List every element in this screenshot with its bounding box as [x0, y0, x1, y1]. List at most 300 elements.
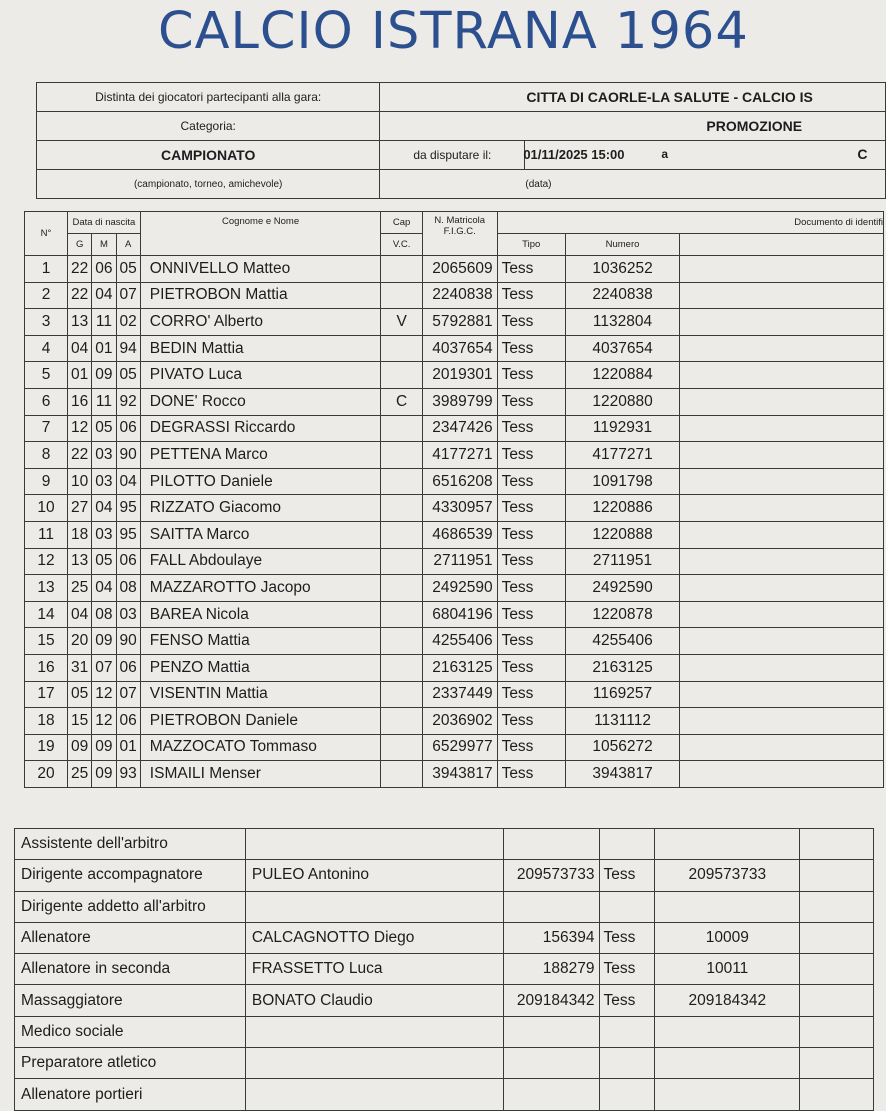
- matricola: 6804196: [422, 601, 497, 628]
- extra-cell: [680, 734, 884, 761]
- birth-day: 01: [68, 362, 92, 389]
- player-name: ISMAILI Menser: [140, 761, 381, 788]
- extra-cell: [680, 575, 884, 602]
- birth-day: 12: [68, 415, 92, 442]
- player-name: BAREA Nicola: [140, 601, 381, 628]
- captain-mark: [381, 335, 422, 362]
- competition-hint: (campionato, torneo, amichevole): [37, 170, 380, 199]
- players-table: [24, 211, 884, 788]
- birth-year: 06: [116, 654, 140, 681]
- birth-year: 02: [116, 309, 140, 336]
- captain-mark: [381, 628, 422, 655]
- distinta-label: Distinta dei giocatori partecipanti alla gara:: [37, 83, 380, 112]
- birth-month: 03: [92, 521, 116, 548]
- player-number: 13: [25, 575, 68, 602]
- extra-cell: [680, 548, 884, 575]
- col-matricola: [422, 212, 497, 256]
- birth-month: 09: [92, 734, 116, 761]
- staff-name: FRASSETTO Luca: [245, 954, 503, 985]
- staff-doc-type: [599, 1048, 655, 1079]
- player-name: PETTENA Marco: [140, 442, 381, 469]
- matricola: 2036902: [422, 708, 497, 735]
- staff-name: [245, 829, 503, 860]
- birth-day: 13: [68, 548, 92, 575]
- staff-row: [15, 829, 874, 860]
- doc-number: 2163125: [565, 654, 679, 681]
- doc-type: Tess: [497, 468, 565, 495]
- a-label: a: [661, 147, 668, 161]
- captain-mark: [381, 521, 422, 548]
- match-name: CITTA DI CAORLE-LA SALUTE - CALCIO IS: [380, 83, 886, 112]
- matricola: 6516208: [422, 468, 497, 495]
- col-m: M: [92, 234, 116, 256]
- doc-type: Tess: [497, 495, 565, 522]
- player-name: RIZZATO Giacomo: [140, 495, 381, 522]
- birth-day: 04: [68, 335, 92, 362]
- doc-type: Tess: [497, 601, 565, 628]
- edge-char: C: [857, 146, 868, 162]
- staff-row: [15, 954, 874, 985]
- player-number: 9: [25, 468, 68, 495]
- col-g: G: [68, 234, 92, 256]
- captain-mark: [381, 442, 422, 469]
- table-row: [25, 708, 884, 735]
- staff-row: [15, 891, 874, 922]
- birth-day: 25: [68, 575, 92, 602]
- birth-month: 08: [92, 601, 116, 628]
- extra-cell: [680, 495, 884, 522]
- captain-mark: [381, 548, 422, 575]
- birth-year: 03: [116, 601, 140, 628]
- birth-year: 06: [116, 415, 140, 442]
- birth-day: 22: [68, 282, 92, 309]
- birth-month: 09: [92, 761, 116, 788]
- birth-month: 04: [92, 575, 116, 602]
- player-number: 20: [25, 761, 68, 788]
- col-documento: Documento di identifi: [497, 212, 883, 234]
- staff-extra-cell: [800, 1048, 874, 1079]
- player-number: 18: [25, 708, 68, 735]
- staff-role: Allenatore in seconda: [15, 954, 246, 985]
- doc-number: 1220880: [565, 388, 679, 415]
- table-row: [25, 388, 884, 415]
- table-row: [25, 761, 884, 788]
- page-title: CALCIO ISTRANA 1964: [158, 2, 749, 61]
- player-number: 6: [25, 388, 68, 415]
- doc-number: 1036252: [565, 256, 679, 283]
- birth-month: 04: [92, 495, 116, 522]
- birth-day: 27: [68, 495, 92, 522]
- captain-mark: [381, 256, 422, 283]
- captain-mark: [381, 761, 422, 788]
- categoria-value: PROMOZIONE: [380, 112, 886, 141]
- staff-name: [245, 891, 503, 922]
- birth-year: 04: [116, 468, 140, 495]
- extra-cell: [680, 681, 884, 708]
- birth-year: 06: [116, 548, 140, 575]
- birth-year: 06: [116, 708, 140, 735]
- birth-year: 92: [116, 388, 140, 415]
- captain-mark: [381, 601, 422, 628]
- matricola: 4177271: [422, 442, 497, 469]
- matricola: 2492590: [422, 575, 497, 602]
- doc-type: Tess: [497, 761, 565, 788]
- staff-doc-type: Tess: [599, 985, 655, 1016]
- doc-number: 1131112: [565, 708, 679, 735]
- birth-month: 04: [92, 282, 116, 309]
- birth-year: 94: [116, 335, 140, 362]
- staff-matricola: [503, 1048, 599, 1079]
- player-name: FENSO Mattia: [140, 628, 381, 655]
- extra-cell: [680, 282, 884, 309]
- matricola: 3989799: [422, 388, 497, 415]
- birth-month: 11: [92, 309, 116, 336]
- col-birth: Data di nascita: [68, 212, 141, 234]
- doc-type: Tess: [497, 548, 565, 575]
- matricola: 2240838: [422, 282, 497, 309]
- doc-number: 2711951: [565, 548, 679, 575]
- birth-day: 25: [68, 761, 92, 788]
- staff-doc-type: [599, 829, 655, 860]
- birth-month: 03: [92, 468, 116, 495]
- birth-month: 12: [92, 708, 116, 735]
- col-cap: Cap: [381, 212, 422, 234]
- col-extra: [680, 234, 884, 256]
- captain-mark: [381, 282, 422, 309]
- staff-doc-number: [655, 829, 800, 860]
- staff-extra-cell: [800, 1079, 874, 1110]
- col-a: A: [116, 234, 140, 256]
- col-numero: Numero: [565, 234, 679, 256]
- extra-cell: [680, 442, 884, 469]
- player-number: 19: [25, 734, 68, 761]
- birth-day: 04: [68, 601, 92, 628]
- doc-type: Tess: [497, 335, 565, 362]
- matricola: 2337449: [422, 681, 497, 708]
- birth-day: 18: [68, 521, 92, 548]
- staff-doc-number: 209573733: [655, 860, 800, 891]
- doc-type: Tess: [497, 282, 565, 309]
- captain-mark: [381, 681, 422, 708]
- col-matricola-2: F.I.G.C.: [443, 226, 476, 237]
- staff-row: [15, 985, 874, 1016]
- player-name: BEDIN Mattia: [140, 335, 381, 362]
- staff-matricola: 209184342: [503, 985, 599, 1016]
- matricola: 2347426: [422, 415, 497, 442]
- player-name: MAZZAROTTO Jacopo: [140, 575, 381, 602]
- birth-month: 05: [92, 548, 116, 575]
- birth-day: 16: [68, 388, 92, 415]
- table-row: [25, 681, 884, 708]
- staff-extra-cell: [800, 954, 874, 985]
- birth-day: 13: [68, 309, 92, 336]
- matricola: 2065609: [422, 256, 497, 283]
- player-name: VISENTIN Mattia: [140, 681, 381, 708]
- captain-mark: V: [381, 309, 422, 336]
- extra-cell: [680, 335, 884, 362]
- birth-month: 11: [92, 388, 116, 415]
- table-row: [25, 734, 884, 761]
- table-row: [25, 575, 884, 602]
- staff-role: Allenatore portieri: [15, 1079, 246, 1110]
- birth-year: 90: [116, 442, 140, 469]
- doc-type: Tess: [497, 681, 565, 708]
- matricola: 6529977: [422, 734, 497, 761]
- staff-role: Preparatore atletico: [15, 1048, 246, 1079]
- doc-number: 4177271: [565, 442, 679, 469]
- table-row: [25, 309, 884, 336]
- doc-type: Tess: [497, 388, 565, 415]
- birth-year: 08: [116, 575, 140, 602]
- birth-day: 05: [68, 681, 92, 708]
- player-name: MAZZOCATO Tommaso: [140, 734, 381, 761]
- staff-doc-number: [655, 1079, 800, 1110]
- player-number: 5: [25, 362, 68, 389]
- staff-matricola: [503, 891, 599, 922]
- staff-matricola: [503, 1079, 599, 1110]
- player-name: PIVATO Luca: [140, 362, 381, 389]
- extra-cell: [680, 468, 884, 495]
- birth-year: 05: [116, 256, 140, 283]
- birth-month: 07: [92, 654, 116, 681]
- extra-cell: [680, 761, 884, 788]
- player-number: 14: [25, 601, 68, 628]
- staff-doc-number: [655, 1016, 800, 1047]
- staff-doc-type: Tess: [599, 954, 655, 985]
- staff-name: PULEO Antonino: [245, 860, 503, 891]
- birth-day: 10: [68, 468, 92, 495]
- player-name: PILOTTO Daniele: [140, 468, 381, 495]
- staff-row: [15, 1079, 874, 1110]
- doc-number: 1192931: [565, 415, 679, 442]
- birth-year: 07: [116, 681, 140, 708]
- birth-month: 05: [92, 415, 116, 442]
- matricola: 2711951: [422, 548, 497, 575]
- table-row: [25, 282, 884, 309]
- staff-row: [15, 1016, 874, 1047]
- captain-mark: [381, 468, 422, 495]
- extra-cell: [680, 708, 884, 735]
- staff-doc-type: [599, 1016, 655, 1047]
- staff-row: [15, 922, 874, 953]
- player-name: DONE' Rocco: [140, 388, 381, 415]
- doc-number: 2492590: [565, 575, 679, 602]
- doc-number: 2240838: [565, 282, 679, 309]
- matricola: 4037654: [422, 335, 497, 362]
- extra-cell: [680, 362, 884, 389]
- player-name: PIETROBON Mattia: [140, 282, 381, 309]
- birth-year: 95: [116, 495, 140, 522]
- staff-extra-cell: [800, 922, 874, 953]
- player-number: 17: [25, 681, 68, 708]
- birth-day: 22: [68, 442, 92, 469]
- doc-number: 1056272: [565, 734, 679, 761]
- birth-day: 09: [68, 734, 92, 761]
- staff-extra-cell: [800, 1016, 874, 1047]
- staff-extra-cell: [800, 829, 874, 860]
- doc-number: 1091798: [565, 468, 679, 495]
- staff-role: Dirigente addetto all'arbitro: [15, 891, 246, 922]
- doc-number: 1220886: [565, 495, 679, 522]
- birth-day: 22: [68, 256, 92, 283]
- match-header: [36, 82, 886, 199]
- doc-number: 1220878: [565, 601, 679, 628]
- categoria-label: Categoria:: [37, 112, 380, 141]
- col-tipo: Tipo: [497, 234, 565, 256]
- player-number: 3: [25, 309, 68, 336]
- staff-doc-number: 10011: [655, 954, 800, 985]
- player-name: FALL Abdoulaye: [140, 548, 381, 575]
- birth-month: 09: [92, 628, 116, 655]
- birth-day: 20: [68, 628, 92, 655]
- birth-month: 03: [92, 442, 116, 469]
- doc-number: 3943817: [565, 761, 679, 788]
- doc-type: Tess: [497, 362, 565, 389]
- matricola: 4330957: [422, 495, 497, 522]
- captain-mark: [381, 362, 422, 389]
- extra-cell: [680, 628, 884, 655]
- birth-month: 06: [92, 256, 116, 283]
- table-row: [25, 442, 884, 469]
- staff-name: [245, 1079, 503, 1110]
- player-number: 2: [25, 282, 68, 309]
- doc-number: 1169257: [565, 681, 679, 708]
- match-datetime: 01/11/2025 15:00: [523, 147, 625, 162]
- staff-table: [14, 828, 874, 1111]
- table-row: [25, 654, 884, 681]
- staff-doc-number: [655, 1048, 800, 1079]
- player-number: 11: [25, 521, 68, 548]
- staff-name: [245, 1048, 503, 1079]
- staff-matricola: 156394: [503, 922, 599, 953]
- staff-matricola: 188279: [503, 954, 599, 985]
- staff-doc-type: Tess: [599, 922, 655, 953]
- matricola: 2163125: [422, 654, 497, 681]
- birth-day: 15: [68, 708, 92, 735]
- birth-year: 01: [116, 734, 140, 761]
- col-vc: V.C.: [381, 234, 422, 256]
- staff-matricola: 209573733: [503, 860, 599, 891]
- staff-name: CALCAGNOTTO Diego: [245, 922, 503, 953]
- doc-type: Tess: [497, 442, 565, 469]
- col-matricola-1: N. Matricola: [434, 215, 486, 226]
- col-name: Cognome e Nome: [140, 212, 381, 256]
- doc-type: Tess: [497, 628, 565, 655]
- birth-year: 05: [116, 362, 140, 389]
- date-hint: (data): [380, 170, 886, 199]
- staff-role: Massaggiatore: [15, 985, 246, 1016]
- birth-year: 93: [116, 761, 140, 788]
- staff-role: Dirigente accompagnatore: [15, 860, 246, 891]
- table-row: [25, 256, 884, 283]
- table-row: [25, 628, 884, 655]
- doc-type: Tess: [497, 256, 565, 283]
- doc-type: Tess: [497, 654, 565, 681]
- doc-type: Tess: [497, 708, 565, 735]
- staff-matricola: [503, 1016, 599, 1047]
- birth-month: 01: [92, 335, 116, 362]
- extra-cell: [680, 654, 884, 681]
- staff-doc-number: 209184342: [655, 985, 800, 1016]
- staff-extra-cell: [800, 860, 874, 891]
- birth-day: 31: [68, 654, 92, 681]
- birth-year: 07: [116, 282, 140, 309]
- doc-type: Tess: [497, 734, 565, 761]
- table-row: [25, 495, 884, 522]
- player-number: 12: [25, 548, 68, 575]
- staff-row: [15, 860, 874, 891]
- table-row: [25, 521, 884, 548]
- extra-cell: [680, 521, 884, 548]
- table-row: [25, 548, 884, 575]
- extra-cell: [680, 601, 884, 628]
- staff-role: Allenatore: [15, 922, 246, 953]
- player-name: ONNIVELLO Matteo: [140, 256, 381, 283]
- captain-mark: [381, 708, 422, 735]
- doc-number: 4037654: [565, 335, 679, 362]
- birth-year: 90: [116, 628, 140, 655]
- doc-type: Tess: [497, 575, 565, 602]
- player-number: 15: [25, 628, 68, 655]
- match-datetime-cell: [525, 141, 886, 170]
- staff-extra-cell: [800, 985, 874, 1016]
- doc-number: 1220884: [565, 362, 679, 389]
- staff-role: Medico sociale: [15, 1016, 246, 1047]
- doc-type: Tess: [497, 309, 565, 336]
- player-number: 16: [25, 654, 68, 681]
- staff-matricola: [503, 829, 599, 860]
- staff-row: [15, 1048, 874, 1079]
- captain-mark: [381, 575, 422, 602]
- staff-doc-type: Tess: [599, 860, 655, 891]
- doc-number: 1132804: [565, 309, 679, 336]
- captain-mark: [381, 654, 422, 681]
- doc-number: 4255406: [565, 628, 679, 655]
- player-name: PIETROBON Daniele: [140, 708, 381, 735]
- matricola: 4686539: [422, 521, 497, 548]
- player-number: 4: [25, 335, 68, 362]
- doc-type: Tess: [497, 521, 565, 548]
- birth-month: 12: [92, 681, 116, 708]
- staff-role: Assistente dell'arbitro: [15, 829, 246, 860]
- captain-mark: [381, 734, 422, 761]
- extra-cell: [680, 415, 884, 442]
- staff-doc-type: [599, 891, 655, 922]
- player-number: 7: [25, 415, 68, 442]
- staff-name: BONATO Claudio: [245, 985, 503, 1016]
- table-row: [25, 362, 884, 389]
- matricola: 5792881: [422, 309, 497, 336]
- staff-doc-number: [655, 891, 800, 922]
- player-number: 1: [25, 256, 68, 283]
- extra-cell: [680, 256, 884, 283]
- player-name: CORRO' Alberto: [140, 309, 381, 336]
- birth-month: 09: [92, 362, 116, 389]
- table-row: [25, 601, 884, 628]
- extra-cell: [680, 309, 884, 336]
- staff-doc-type: [599, 1079, 655, 1110]
- staff-name: [245, 1016, 503, 1047]
- competition-type: CAMPIONATO: [37, 141, 380, 170]
- table-row: [25, 415, 884, 442]
- matricola: 2019301: [422, 362, 497, 389]
- matricola: 3943817: [422, 761, 497, 788]
- doc-number: 1220888: [565, 521, 679, 548]
- staff-extra-cell: [800, 891, 874, 922]
- player-name: SAITTA Marco: [140, 521, 381, 548]
- player-number: 8: [25, 442, 68, 469]
- doc-type: Tess: [497, 415, 565, 442]
